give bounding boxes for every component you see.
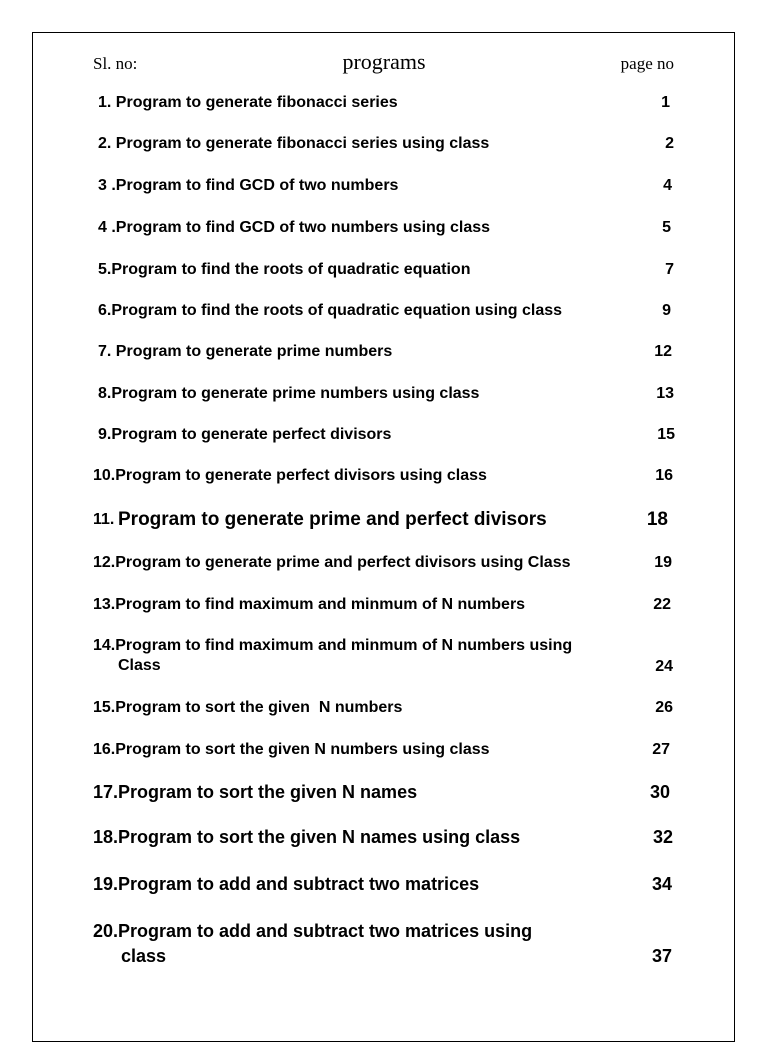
- toc-entry-title: 8.Program to generate prime numbers using class: [98, 385, 480, 402]
- toc-entry-page: 16: [655, 467, 673, 484]
- toc-entry-title: 9.Program to generate perfect divisors: [98, 426, 392, 443]
- toc-entry-title-line2: Class: [118, 657, 161, 674]
- toc-entry-page: 24: [655, 658, 673, 675]
- toc-entry-number: 11.: [93, 511, 115, 528]
- toc-entry-page: 4: [663, 177, 672, 194]
- toc-entry-page: 27: [652, 741, 670, 758]
- toc-entry-title: 14.Program to find maximum and minmum of N numbers using: [93, 637, 573, 654]
- toc-entry-page: 9: [662, 302, 671, 319]
- toc-entry-title: 2. Program to generate fibonacci series using class: [98, 135, 490, 152]
- toc-entry-title: 16.Program to sort the given N numbers using class: [93, 741, 490, 758]
- toc-entry-title: 19.Program to add and subtract two matrices: [93, 874, 480, 894]
- toc-entry-title: 4 .Program to find GCD of two numbers using class: [98, 219, 491, 236]
- toc-entry-title: 3 .Program to find GCD of two numbers: [98, 177, 399, 194]
- toc-entry-page: 18: [646, 509, 668, 530]
- toc-entry-page: 19: [654, 554, 672, 571]
- page-title: programs: [342, 49, 426, 74]
- toc-entry-title: 17.Program to sort the given N names: [93, 782, 418, 802]
- toc-entry-title: 1. Program to generate fibonacci series: [98, 94, 398, 111]
- toc-entry-title: 10.Program to generate perfect divisors using class: [93, 467, 487, 484]
- toc-entry-page: 1: [661, 94, 670, 111]
- toc-entry-title: 5.Program to find the roots of quadratic equation: [98, 261, 471, 278]
- toc-entry-page: 22: [653, 596, 671, 613]
- toc-entry-title-line2: class: [121, 946, 167, 966]
- toc-entry-title: 15.Program to sort the given N numbers: [93, 699, 403, 716]
- toc-entry-page: 5: [662, 219, 671, 236]
- toc-entry-title: 12.Program to generate prime and perfect divisors using Class: [93, 554, 571, 571]
- toc-entry-page: 12: [654, 343, 672, 360]
- toc-entry-title: 20.Program to add and subtract two matrices using: [93, 921, 533, 941]
- toc-entry-title: 13.Program to find maximum and minmum of N numbers: [93, 596, 526, 613]
- toc-entry-title: 18.Program to sort the given N names using class: [93, 827, 521, 847]
- toc-entry-page: 2: [665, 135, 674, 152]
- header-sl-no: Sl. no:: [93, 54, 138, 73]
- toc-entry-page: 7: [665, 261, 674, 278]
- header-page-no: page no: [620, 54, 674, 73]
- toc-entry-title: 7. Program to generate prime numbers: [98, 343, 393, 360]
- toc-entry-title: Program to generate prime and perfect divisors: [118, 509, 547, 530]
- toc-entry-page: 13: [656, 385, 674, 402]
- toc-entry-page: 26: [655, 699, 673, 716]
- toc-entry-page: 15: [657, 426, 675, 443]
- toc-entry-page: 37: [651, 946, 672, 966]
- toc-entry-page: 32: [652, 827, 673, 847]
- toc-entry-title: 6.Program to find the roots of quadratic equation using class: [98, 302, 563, 319]
- toc-entry-page: 34: [651, 874, 672, 894]
- toc-entry-page: 30: [649, 782, 670, 802]
